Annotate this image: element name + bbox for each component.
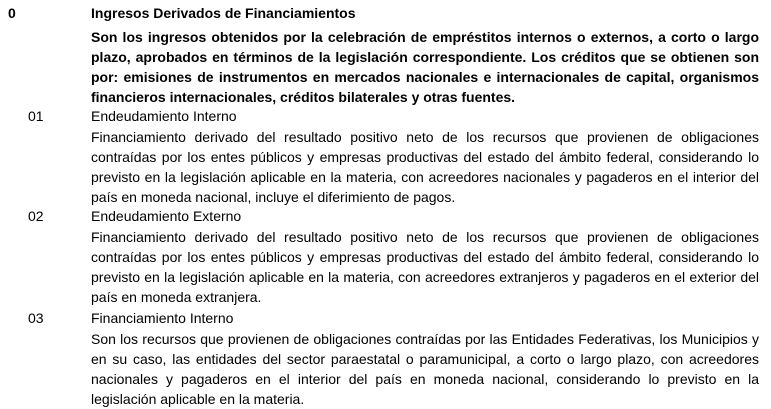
main-title: Ingresos Derivados de Financiamientos (91, 5, 356, 21)
item-code: 01 (28, 108, 44, 124)
main-description: Son los ingresos obtenidos por la celebración de empréstitos internos o externos, a corto o largo plazo, aprobados en términos de la legislación correspondiente. Los créditos que se obtienen son por: emisiones de instrumentos en mercados nacionales e internacionales de capital, organismos financieros internacionales, créditos bilaterales y otras fuentes. (91, 29, 759, 105)
item-code: 03 (28, 310, 44, 326)
item-description: Financiamiento derivado del resultado positivo neto de los recursos que provienen de obligaciones contraídas por los entes públicos y empresas productivas del estado del ámbito federal, considerando lo previsto en la legislación aplicable en la materia, con acreedores extranjeros y pagaderos en el exterior del país en moneda extranjera. (91, 229, 759, 305)
item-title: Financiamiento Interno (91, 310, 234, 326)
item-description: Son los recursos que provienen de obligaciones contraídas por las Entidades Federativas, los Municipios y en su caso, las entidades del sector paraestatal o paramunicipal, a corto o largo plazo, con acreedores nacionales y pagaderos en el interior del país en moneda nacional, considerando lo previsto en la legislación aplicable en la materia. (91, 331, 759, 407)
main-code: 0 (8, 5, 16, 21)
item-code: 02 (28, 208, 44, 224)
item-description: Financiamiento derivado del resultado positivo neto de los recursos que provienen de obligaciones contraídas por los entes públicos y empresas productivas del estado del ámbito federal, considerando lo previsto en la legislación aplicable en la materia, con acreedores nacionales y pagaderos en el interior del país en moneda nacional, incluye el diferimiento de pagos. (91, 129, 759, 205)
item-title: Endeudamiento Externo (91, 208, 242, 224)
item-title: Endeudamiento Interno (91, 108, 237, 124)
